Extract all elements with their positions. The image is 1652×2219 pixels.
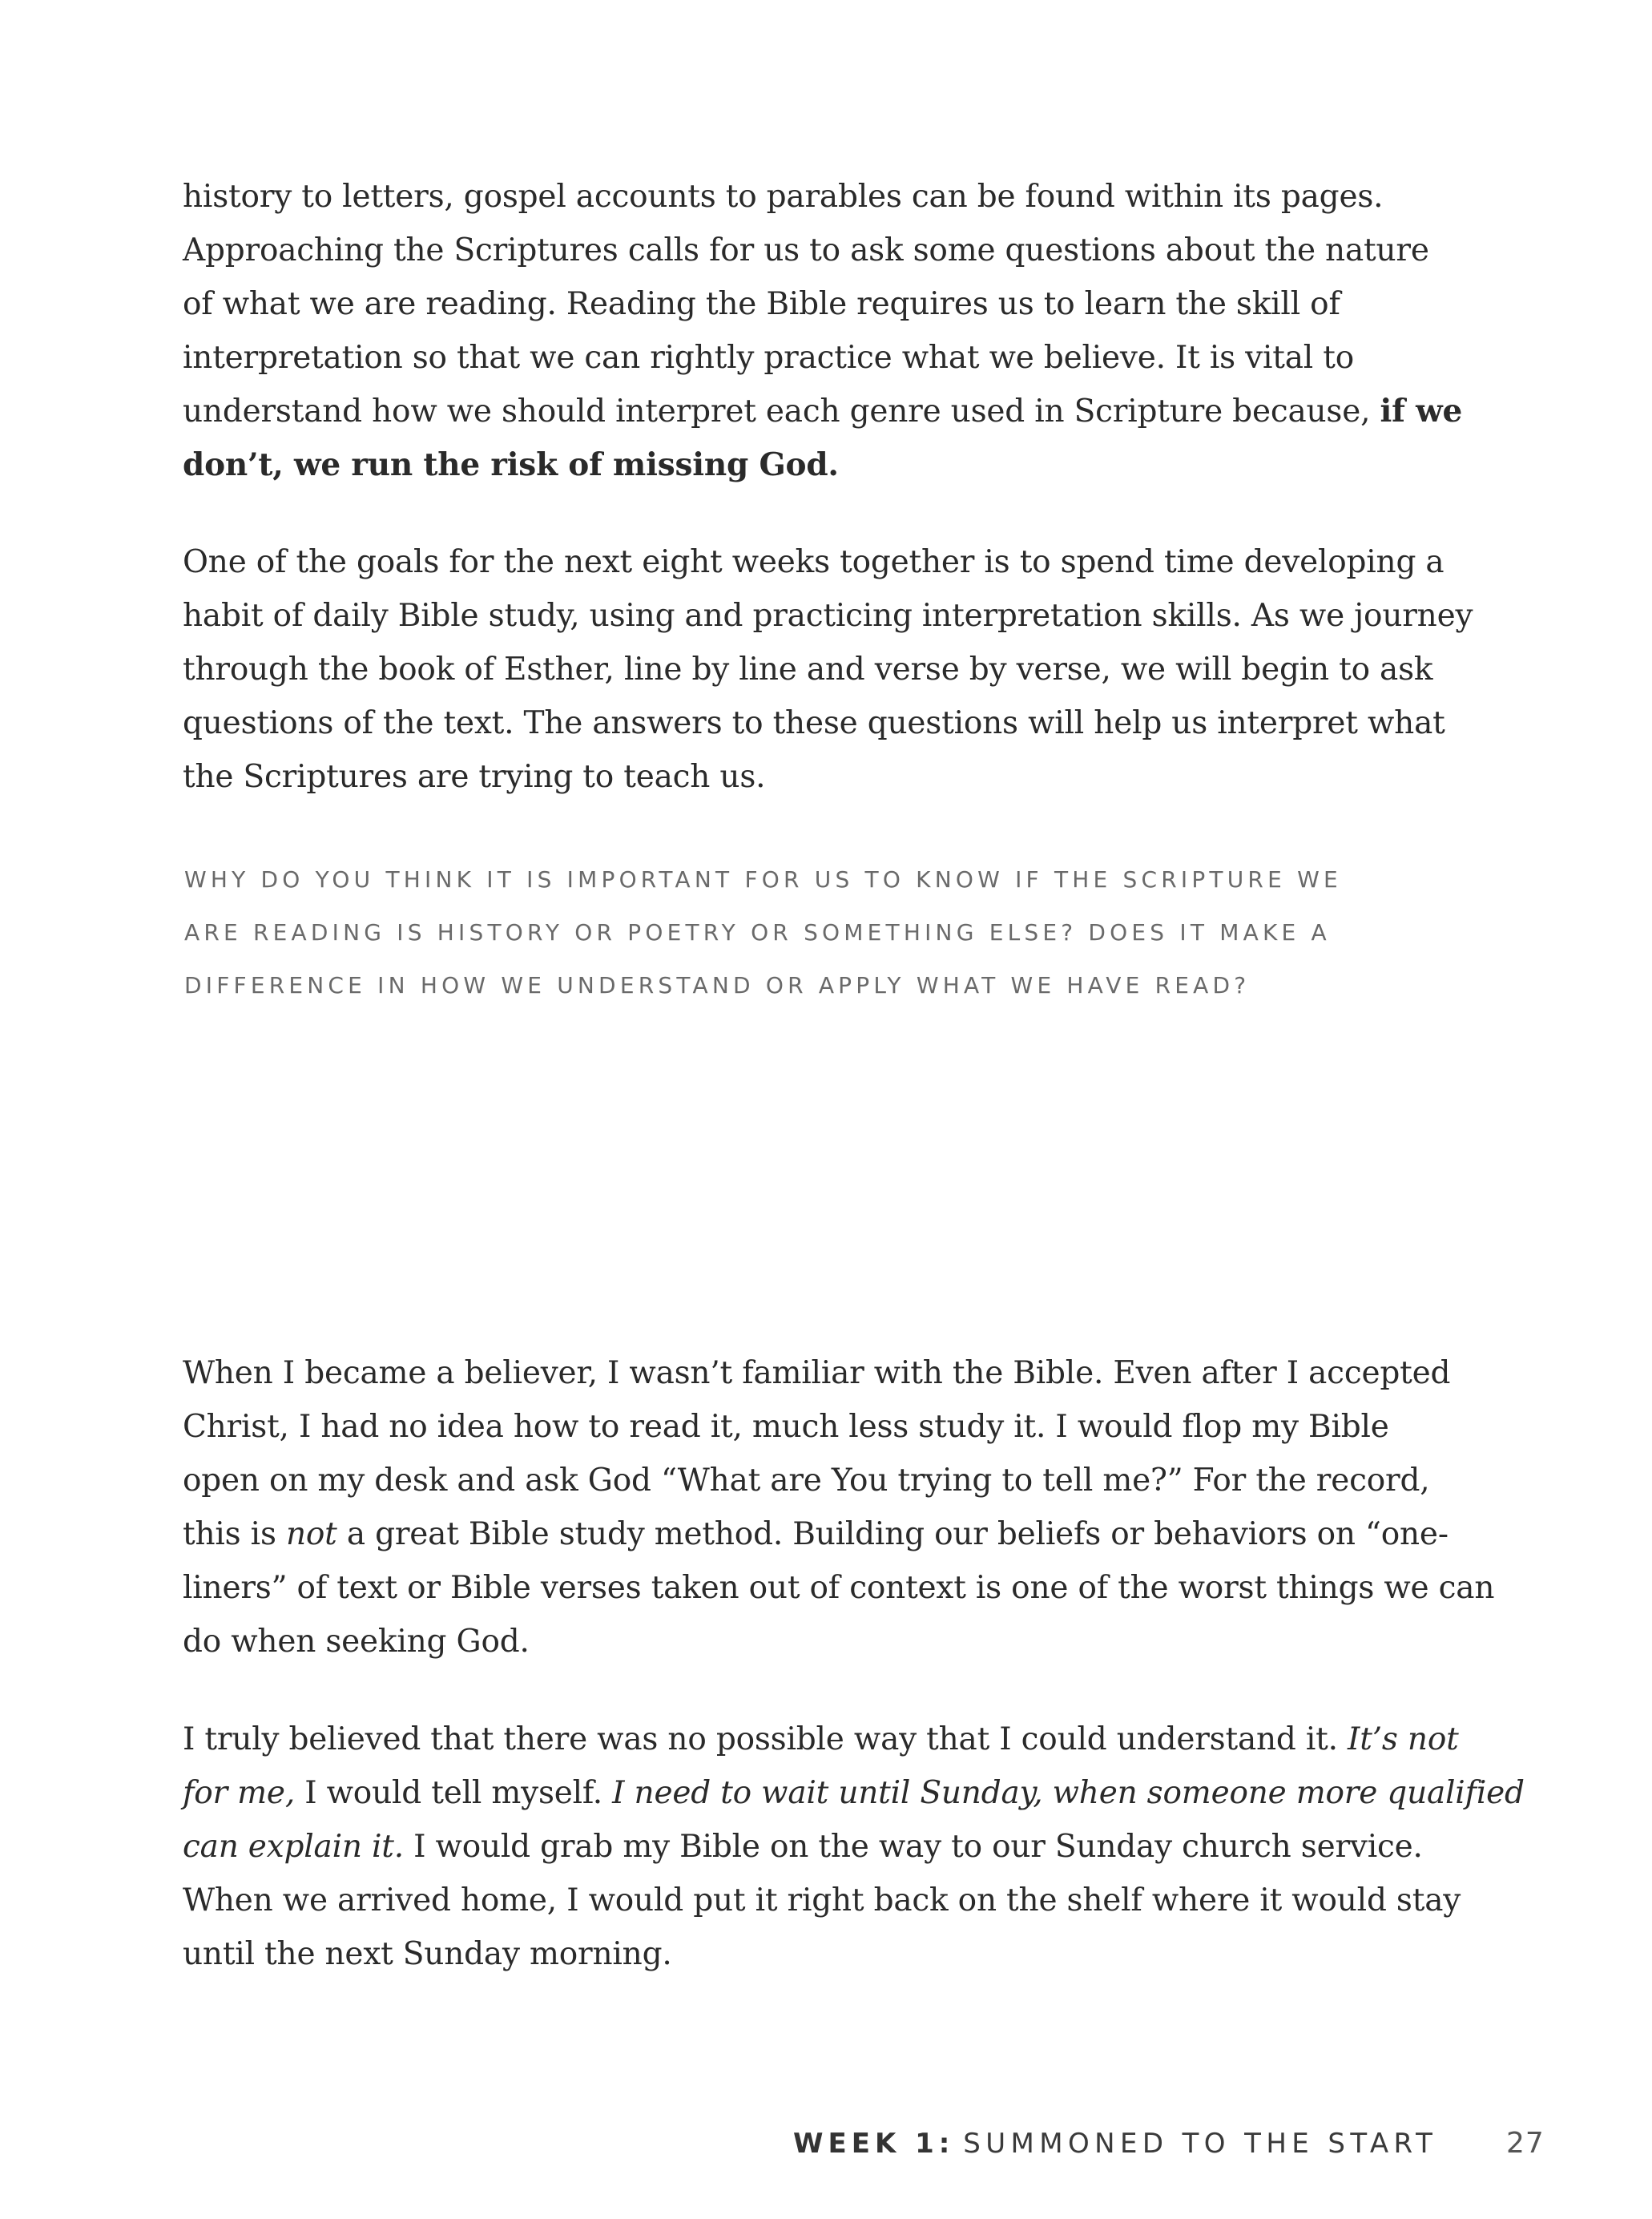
chapter-title: SUMMONED TO THE START xyxy=(963,2128,1438,2160)
text-line: history to letters, gospel accounts to parables can be found within its pages. xyxy=(183,179,1384,215)
text-line xyxy=(183,1713,1459,1766)
text-line: the Scriptures are trying to teach us. xyxy=(183,759,766,795)
text-line: open on my desk and ask God “What are You trying to tell me?” For the record, xyxy=(183,1463,1430,1499)
text-line: When I became a believer, I wasn’t familiar with the Bible. Even after I accepted xyxy=(183,1355,1451,1391)
text-line: through the book of Esther, line by line and verse by verse, we will begin to ask xyxy=(183,652,1433,688)
text-line: Christ, I had no idea how to read it, much less study it. I would flop my Bible xyxy=(183,1409,1389,1445)
text-line: liners” of text or Bible verses taken out of context is one of the worst things we can xyxy=(183,1570,1495,1606)
text-line xyxy=(183,1766,1525,1820)
text-plain: a great Bible study method. Building our beliefs or behaviors on “one- xyxy=(336,1516,1449,1552)
text-line: questions of the text. The answers to these questions will help us interpret what xyxy=(183,705,1445,741)
text-line: One of the goals for the next eight weeks together is to spend time developing a xyxy=(183,544,1444,580)
text-line: When we arrived home, I would put it right back on the shelf where it would stay xyxy=(183,1882,1461,1918)
paragraph-genres xyxy=(183,170,1463,492)
question-line: WHY DO YOU THINK IT IS IMPORTANT FOR US TO KNOW IF THE SCRIPTURE WE xyxy=(184,866,1342,893)
paragraph-sunday xyxy=(183,1713,1525,1981)
text-italic: can explain it. xyxy=(183,1829,404,1865)
page-number: 27 xyxy=(1506,2127,1545,2160)
text-plain: I would tell myself. xyxy=(295,1775,613,1811)
text-line xyxy=(183,1820,1423,1874)
text-italic: I need to wait until Sunday, when someone more qualified xyxy=(612,1775,1525,1811)
text-plain: understand how we should interpret each genre used in Scripture because, xyxy=(183,393,1380,430)
week-label: WEEK 1: xyxy=(793,2128,955,2160)
reflection-question xyxy=(184,853,1434,1012)
text-line xyxy=(183,1507,1449,1561)
text-line-bold: don’t, we run the risk of missing God. xyxy=(183,446,839,483)
text-plain: this is xyxy=(183,1516,286,1552)
text-bold: if we xyxy=(1380,393,1463,430)
text-italic: It’s not xyxy=(1348,1721,1459,1757)
running-footer xyxy=(793,2120,1437,2168)
question-line: ARE READING IS HISTORY OR POETRY OR SOMETHING ELSE? DOES IT MAKE A xyxy=(184,919,1331,946)
text-italic: not xyxy=(285,1516,337,1552)
text-italic: for me, xyxy=(183,1775,296,1811)
text-line xyxy=(183,385,1463,438)
text-line: habit of daily Bible study, using and practicing interpretation skills. As we journey xyxy=(183,598,1473,634)
paragraph-believer xyxy=(183,1346,1495,1668)
text-plain: I truly believed that there was no possible way that I could understand it. xyxy=(183,1721,1348,1757)
question-line: DIFFERENCE IN HOW WE UNDERSTAND OR APPLY WHAT WE HAVE READ? xyxy=(184,972,1251,999)
text-line: interpretation so that we can rightly practice what we believe. It is vital to xyxy=(183,340,1355,376)
text-line: until the next Sunday morning. xyxy=(183,1936,672,1972)
text-line: do when seeking God. xyxy=(183,1624,530,1660)
text-line: of what we are reading. Reading the Bible requires us to learn the skill of xyxy=(183,286,1340,322)
text-plain: I would grab my Bible on the way to our Sunday church service. xyxy=(403,1829,1423,1865)
text-line: Approaching the Scriptures calls for us to ask some questions about the nature xyxy=(183,232,1429,268)
paragraph-goals xyxy=(183,535,1473,804)
